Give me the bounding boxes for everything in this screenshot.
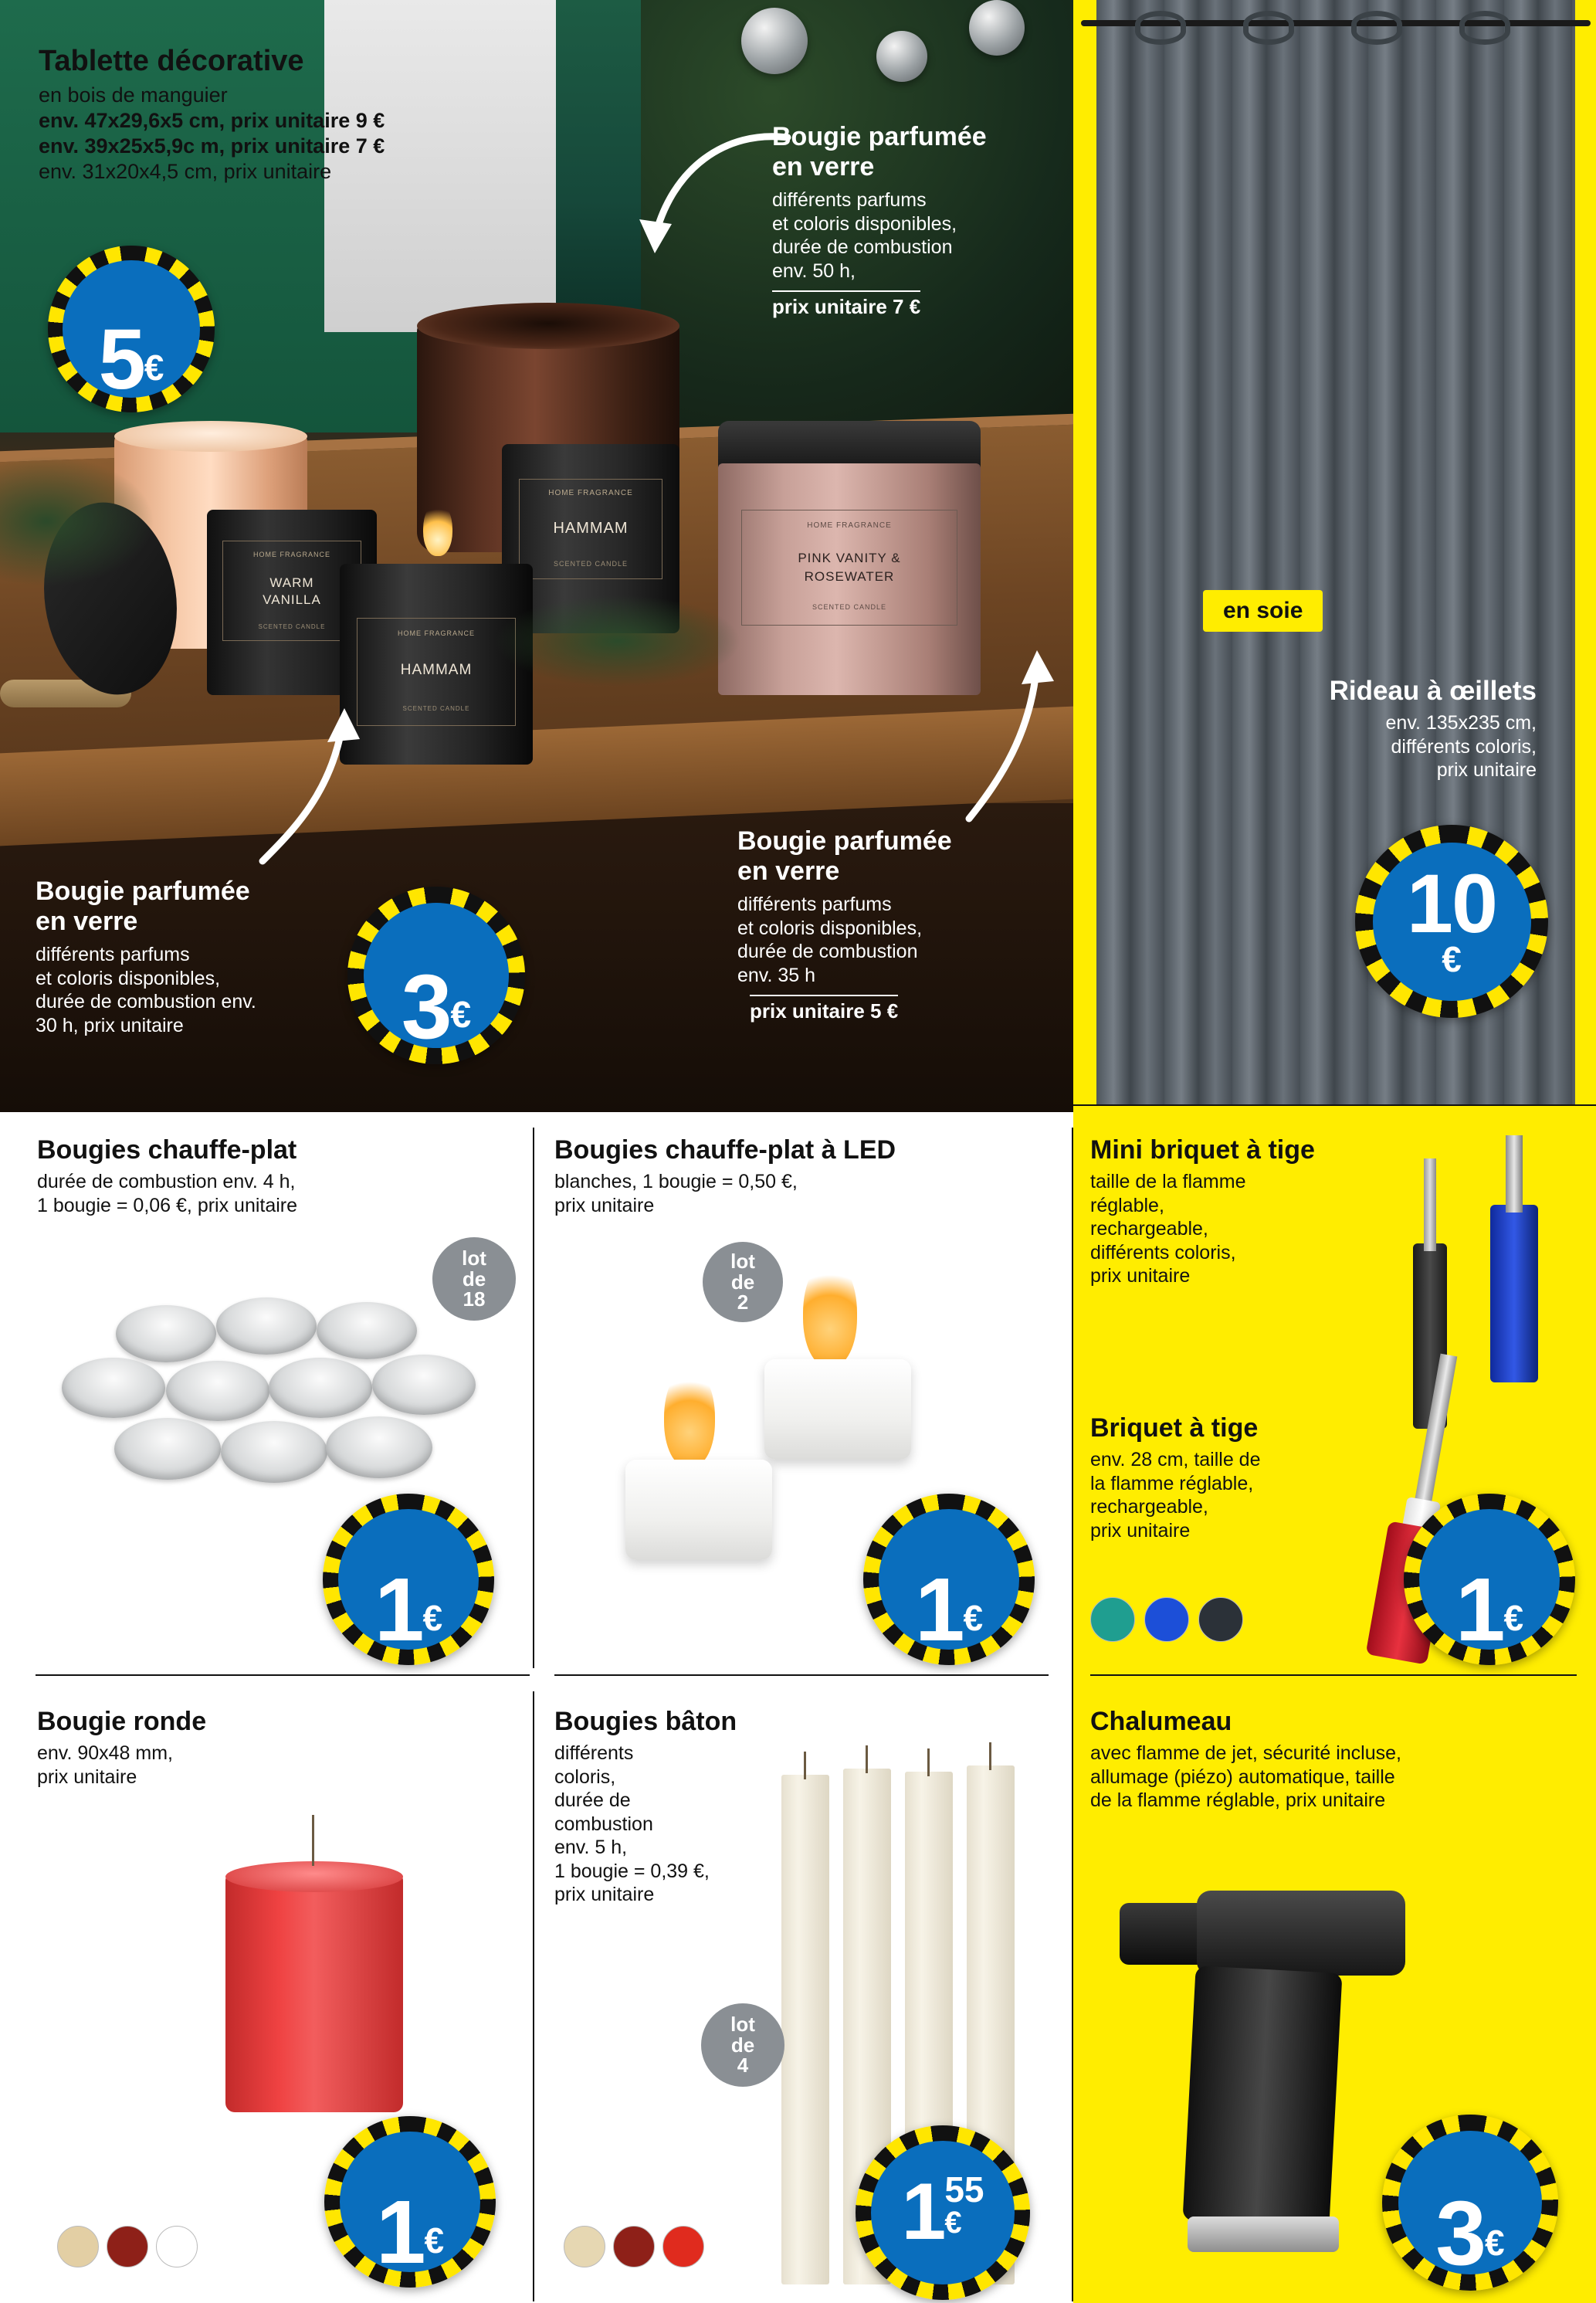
product-desc — [737, 893, 1046, 987]
desc-line: durée de combustion env. 4 h, — [37, 1171, 296, 1192]
price-number: 1 — [901, 2167, 945, 2257]
product-title: Chalumeau — [1090, 1707, 1232, 1736]
desc-line: prix unitaire — [1090, 1519, 1191, 1542]
price-currency: € — [422, 1598, 443, 1639]
grid-divider-horizontal — [36, 1674, 530, 1676]
product-title: Mini briquet à tige — [1090, 1135, 1315, 1165]
desc-line: rechargeable, — [1090, 1218, 1208, 1240]
price-number: 1 — [374, 1559, 423, 1660]
desc-line: env. 47x29,6x5 cm, prix unitaire 9 € — [39, 108, 385, 132]
price-currency: € — [1442, 938, 1462, 979]
led-flame — [803, 1259, 857, 1367]
desc-line: env. 35 h — [737, 964, 816, 986]
price-currency: € — [1485, 2223, 1505, 2264]
bauble-ornament — [969, 0, 1025, 56]
price-number: 1 — [914, 1559, 964, 1660]
label-hammam-front — [357, 618, 516, 726]
tealight — [116, 1305, 216, 1362]
desc-line: et coloris disponibles, — [737, 917, 923, 939]
price-text: prix unitaire 7 € — [772, 290, 920, 319]
desc-line: durée de — [554, 1789, 631, 1811]
bauble-ornament — [741, 8, 808, 74]
color-swatch — [1144, 1597, 1189, 1642]
grid-divider-vertical — [1072, 1128, 1073, 2301]
tealight — [216, 1297, 317, 1355]
price-badge-curtain — [1355, 825, 1548, 1018]
grid-divider-vertical — [533, 1128, 534, 1668]
price-badge-round-candle — [324, 2116, 496, 2288]
price-currency: € — [1503, 1598, 1524, 1639]
lot-label: lot — [730, 2013, 755, 2037]
curtain-grommet — [1459, 11, 1510, 45]
desc-line: prix unitaire — [554, 1884, 655, 1905]
desc-line: env. 135x235 cm, — [1385, 712, 1537, 734]
product-stick-lighter — [1090, 1413, 1345, 1542]
desc-line: différents coloris, — [1090, 1241, 1236, 1263]
stick-candle-wick — [866, 1745, 868, 1773]
round-candle-top — [225, 1861, 403, 1892]
desc-line: différents parfums — [36, 944, 190, 965]
desc-line: allumage (piézo) automatique, taille — [1090, 1765, 1395, 1788]
desc-line: prix unitaire — [1436, 759, 1537, 781]
label-fragrance: HAMMAM — [400, 662, 473, 678]
price-currency: € — [424, 2220, 445, 2261]
desc-line: blanches, 1 bougie = 0,50 €, — [554, 1171, 798, 1192]
desc-line: rechargeable, — [1090, 1496, 1208, 1518]
desc-line: 30 h, prix unitaire — [36, 1014, 184, 1036]
price-badge-shelf — [48, 246, 215, 412]
color-swatch — [662, 2226, 704, 2267]
grid-divider-horizontal — [554, 1674, 1049, 1676]
lot-badge-tealights — [432, 1237, 516, 1321]
product-title: Briquet à tige — [1090, 1413, 1259, 1443]
price-text: prix unitaire 5 € — [750, 995, 898, 1023]
label-sub: SCENTED CANDLE — [402, 705, 470, 712]
product-desc — [554, 1742, 771, 1907]
product-title-l1: Bougie parfumée — [36, 877, 250, 906]
desc-line: en bois de manguier — [39, 83, 228, 107]
mini-lighter-blue — [1490, 1205, 1538, 1382]
desc-line: combustion — [554, 1813, 653, 1835]
price-currency: € — [963, 1598, 984, 1639]
product-desc — [37, 1170, 516, 1217]
price-currency: € — [944, 2206, 962, 2240]
product-title-l2: en verre — [772, 152, 875, 181]
candle-brown-large-rim — [417, 303, 679, 349]
label-sub: SCENTED CANDLE — [553, 560, 628, 568]
price-badge-stick-lighter — [1404, 1494, 1575, 1665]
product-title-l1: Bougie parfumée — [737, 826, 952, 856]
badge-en-soie: en soie — [1203, 590, 1323, 632]
product-title: Bougie ronde — [37, 1707, 207, 1736]
tealight — [269, 1358, 372, 1418]
tealight — [62, 1358, 165, 1418]
curtain-grommet — [1351, 11, 1402, 45]
lot-qty: 4 — [737, 2054, 749, 2077]
desc-line: coloris, — [554, 1765, 616, 1788]
product-tealights — [37, 1135, 516, 1217]
lot-label: lot — [462, 1246, 486, 1270]
product-torch — [1090, 1707, 1569, 1813]
label-fragrance: PINK VANITY & — [798, 551, 901, 565]
label-brand: HOME FRAGRANCE — [807, 521, 892, 530]
tealight — [372, 1355, 476, 1415]
price-badge-stick-candles — [856, 2125, 1030, 2300]
mini-lighter-nozzle — [1424, 1158, 1436, 1251]
desc-line: et coloris disponibles, — [772, 212, 957, 235]
desc-line: de la flamme réglable, prix unitaire — [1090, 1789, 1386, 1811]
product-curtain-text — [1228, 676, 1537, 782]
price-badge-torch — [1382, 2115, 1558, 2291]
product-title-l2: en verre — [737, 856, 840, 886]
product-title: Bougies bâton — [554, 1707, 737, 1736]
color-swatch — [564, 2226, 605, 2267]
desc-line: env. 50 h, — [772, 259, 856, 282]
tealight — [114, 1418, 221, 1480]
price-number: 10 — [1406, 856, 1497, 951]
lot-de: de — [462, 1267, 486, 1291]
label-brand: HOME FRAGRANCE — [548, 489, 633, 497]
pine-branch — [0, 456, 154, 587]
desc-line: 1 bougie = 0,39 €, — [554, 1860, 710, 1882]
desc-line: taille de la flamme — [1090, 1171, 1246, 1192]
desc-line: durée de combustion env. — [36, 991, 256, 1012]
price-number: 3 — [401, 956, 451, 1059]
product-led-tealights — [554, 1135, 1049, 1217]
led-tealight — [764, 1359, 911, 1460]
tealight — [221, 1421, 327, 1483]
label-fragrance: WARM — [269, 575, 314, 590]
product-title-l2: en verre — [36, 907, 138, 936]
product-desc — [1228, 711, 1537, 782]
lot-badge-led — [703, 1242, 783, 1322]
bauble-ornament — [876, 31, 927, 82]
desc-line: env. 28 cm, taille de — [1090, 1449, 1261, 1470]
mini-lighter-blue-nozzle — [1506, 1135, 1523, 1213]
section-divider — [1073, 1104, 1596, 1106]
desc-line: prix unitaire — [37, 1765, 137, 1788]
desc-line: env. 5 h, — [554, 1837, 628, 1858]
desc-line: différents parfums — [772, 189, 927, 211]
price-badge-led-tealights — [863, 1494, 1035, 1665]
product-desc — [1090, 1742, 1569, 1813]
desc-line: env. 90x48 mm, — [37, 1742, 174, 1764]
product-desc — [36, 943, 329, 1037]
price-currency: € — [144, 347, 164, 388]
color-swatch — [1090, 1597, 1135, 1642]
pine-branch — [494, 595, 741, 687]
product-title: Rideau à œillets — [1329, 676, 1537, 706]
stick-candle — [781, 1775, 829, 2284]
desc-line: env. 39x25x5,9c m, prix unitaire 7 € — [39, 134, 385, 158]
product-candle-35h-text — [737, 826, 1046, 1023]
grid-divider-vertical — [533, 1691, 534, 2301]
color-swatch — [613, 2226, 655, 2267]
led-tealight — [625, 1460, 772, 1560]
lot-label: lot — [730, 1250, 755, 1274]
product-mini-lighter — [1090, 1135, 1345, 1288]
lot-qty: 18 — [463, 1287, 486, 1311]
color-swatch — [57, 2226, 99, 2267]
desc-line: prix unitaire — [1090, 1265, 1191, 1287]
torch-body — [1182, 1966, 1342, 2227]
lot-qty: 2 — [737, 1291, 749, 1314]
desc-line: prix unitaire — [554, 1194, 655, 1216]
product-stick-candles — [554, 1707, 771, 1907]
desc-line: différents coloris, — [1391, 735, 1537, 758]
label-fragrance-2: ROSEWATER — [804, 569, 895, 584]
stick-candle-wick — [989, 1742, 991, 1770]
color-swatch — [1198, 1597, 1243, 1642]
product-title: Bougies chauffe-plat — [37, 1135, 297, 1165]
label-brand: HOME FRAGRANCE — [397, 629, 475, 637]
price-number: 3 — [1435, 2183, 1486, 2285]
product-desc — [39, 83, 517, 185]
desc-line: avec flamme de jet, sécurité incluse, — [1090, 1742, 1401, 1764]
tealight — [317, 1302, 417, 1359]
desc-line: durée de combustion — [737, 941, 918, 962]
product-desc — [772, 188, 1066, 283]
label-hammam-back — [519, 479, 662, 579]
label-brand: HOME FRAGRANCE — [252, 551, 330, 558]
label-sub: SCENTED CANDLE — [812, 603, 886, 611]
lot-badge-stick-candles — [701, 2003, 784, 2087]
color-swatch — [107, 2226, 148, 2267]
curtain-grommet — [1135, 11, 1186, 45]
price-number: 1 — [375, 2181, 425, 2282]
candle-flame-lit — [423, 502, 452, 556]
curtain-grommet — [1243, 11, 1294, 45]
price-badge-tealights — [323, 1494, 494, 1665]
product-title: Bougies chauffe-plat à LED — [554, 1135, 896, 1165]
product-desc — [37, 1742, 500, 1789]
desc-line: réglable, — [1090, 1194, 1164, 1216]
desc-line: la flamme réglable, — [1090, 1472, 1254, 1494]
tealight — [166, 1361, 269, 1421]
price-number: 5 — [98, 311, 144, 407]
lot-de: de — [730, 2033, 755, 2057]
product-desc — [1090, 1448, 1345, 1542]
label-sub: SCENTED CANDLE — [258, 623, 326, 630]
stick-lighter-wand — [1414, 1354, 1457, 1509]
desc-line: 1 bougie = 0,06 €, prix unitaire — [37, 1194, 298, 1216]
round-candle-wick — [312, 1815, 314, 1866]
torch-head — [1197, 1891, 1405, 1976]
desc-line: différents parfums — [737, 894, 892, 915]
label-fragrance-2: VANILLA — [263, 592, 321, 607]
desc-line: durée de combustion — [772, 236, 953, 258]
desc-line: et coloris disponibles, — [36, 967, 221, 989]
product-candle-30h-text — [36, 877, 329, 1037]
price-currency: € — [450, 995, 472, 1036]
tealight — [326, 1416, 432, 1478]
product-title: Tablette décorative — [39, 45, 304, 77]
stick-candle-wick — [804, 1752, 806, 1779]
desc-line: env. 31x20x4,5 cm, prix unitaire — [39, 159, 332, 183]
desc-line: différents — [554, 1742, 634, 1764]
price-badge-candle-30h — [347, 887, 525, 1064]
product-desc — [1090, 1170, 1345, 1288]
label-pink-vanity — [741, 510, 957, 626]
price-superscript: 55 — [944, 2169, 984, 2210]
color-swatch — [156, 2226, 198, 2267]
led-flame — [664, 1367, 715, 1467]
product-desc — [554, 1170, 1049, 1217]
price-number: 1 — [1455, 1559, 1504, 1660]
stick-candle-wick — [927, 1748, 930, 1776]
label-fragrance: HAMMAM — [553, 520, 629, 537]
candle-peach-top — [114, 421, 307, 452]
product-candle-50h-text — [772, 122, 1066, 319]
product-shelf-text — [39, 45, 517, 185]
product-title-l1: Bougie parfumée — [772, 122, 987, 151]
lot-de: de — [730, 1270, 755, 1294]
torch-base — [1188, 2217, 1339, 2252]
round-candle-photo — [225, 1873, 403, 2112]
product-round-candle — [37, 1707, 500, 1789]
